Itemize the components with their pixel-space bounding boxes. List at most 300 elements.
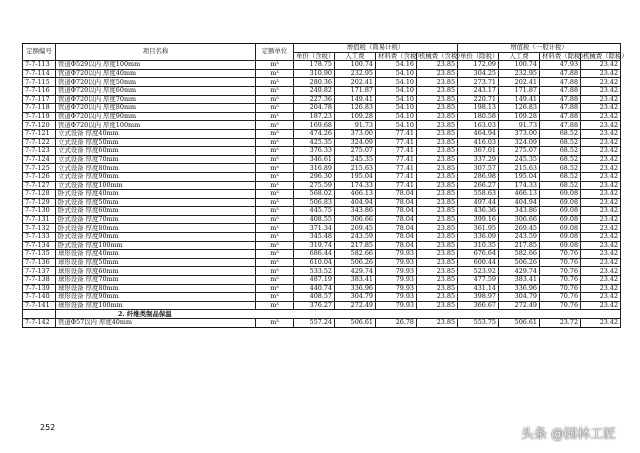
table-cell: m³ [256,147,294,156]
table-cell: 346.61 [294,155,335,164]
table-cell: 47.88 [540,86,581,95]
table-cell: 204.78 [294,104,335,113]
table-cell: 275.59 [294,181,335,190]
table-cell: 431.14 [458,284,499,293]
table-row [23,172,621,181]
table-cell: m³ [256,155,294,164]
table-cell: m³ [256,78,294,87]
table-cell: 立式设备 厚度70mm [56,155,256,164]
table-cell: 77.41 [376,181,417,190]
table-cell: 23.85 [417,224,458,233]
table-cell: 77.41 [376,138,417,147]
table-cell: 立式设备 厚度60mm [56,147,256,156]
table-row [23,155,621,164]
table-row [23,86,621,95]
table-cell: 169.68 [294,121,335,130]
table-cell: 466.13 [335,190,376,199]
table-cell: 275.07 [499,147,540,156]
table-cell: 23.85 [417,284,458,293]
table-row [23,190,621,199]
table-cell: 7-7-130 [23,207,56,216]
table-cell: 78.04 [376,215,417,224]
table-cell: 69.08 [540,215,581,224]
table-cell: 232.95 [499,69,540,78]
table-cell: m³ [256,86,294,95]
table-cell: 79.93 [376,250,417,259]
header-group-simple: 增值税（简易计税） [294,44,458,53]
table-row [23,69,621,78]
table-cell: 70.76 [540,284,581,293]
watermark: 头条 @园林工匠 [520,427,616,442]
table-cell: 70.76 [540,250,581,259]
table-cell: 23.85 [417,267,458,276]
table-cell: 506.61 [499,319,540,328]
table-cell: 610.04 [294,258,335,267]
table-cell: 卧式设备 厚度100mm [56,241,256,250]
table-cell: 187.23 [294,112,335,121]
table-cell: 管道Φ720以内 厚度40mm [56,69,256,78]
table-row [23,301,621,310]
table-cell: 376.27 [294,301,335,310]
table-cell: 23.42 [581,198,621,207]
table-cell: 7-7-121 [23,129,56,138]
table-cell: 79.93 [376,276,417,285]
table-cell: 23.85 [417,207,458,216]
table-cell: 272.49 [499,301,540,310]
table-cell: 272.49 [335,301,376,310]
header-name: 项目名称 [56,44,256,61]
table-cell: 23.85 [417,95,458,104]
table-cell: 7-7-125 [23,164,56,173]
table-cell: 91.73 [499,121,540,130]
table-cell: 69.08 [540,198,581,207]
table-cell: 304.25 [458,69,499,78]
table-cell: 23.42 [581,233,621,242]
table-cell: 304.79 [335,293,376,302]
table-cell: 54.10 [376,112,417,121]
table-cell: 7-7-122 [23,138,56,147]
table-cell: 23.85 [417,276,458,285]
table-cell: 7-7-142 [23,319,56,328]
table-cell: 23.42 [581,155,621,164]
table-cell: 47.88 [540,69,581,78]
table-cell: 23.42 [581,172,621,181]
table-cell: 217.85 [335,241,376,250]
table-cell: 23.42 [581,104,621,113]
table-cell: 398.97 [458,293,499,302]
header-unit-price-excl: 单价（除税） [458,52,499,61]
table-cell: m³ [256,95,294,104]
table-cell: 54.10 [376,78,417,87]
table-cell: 7-7-115 [23,78,56,87]
table-cell: 336.09 [458,233,499,242]
table-cell: 70.76 [540,301,581,310]
table-cell: 68.52 [540,181,581,190]
table-cell: 126.83 [335,104,376,113]
table-cell: 366.67 [458,301,499,310]
table-cell: m³ [256,241,294,250]
header-machine-excl: 机械费（除税） [581,52,621,61]
table-cell: 7-7-118 [23,104,56,113]
table-cell: 477.59 [458,276,499,285]
table-cell: 345.48 [294,233,335,242]
header-machine-incl: 机械费（含税） [417,52,458,61]
table-cell: 408.55 [294,215,335,224]
table-cell: 23.85 [417,147,458,156]
table-cell: 23.42 [581,147,621,156]
table-cell: 7-7-117 [23,95,56,104]
table-cell: 232.95 [335,69,376,78]
table-cell: 7-7-128 [23,190,56,199]
table-cell: 217.85 [499,241,540,250]
table-cell: 582.66 [335,250,376,259]
table-cell: 47.88 [540,121,581,130]
table-cell: 管道Φ720以内 厚度80mm [56,104,256,113]
table-cell: 23.42 [581,95,621,104]
table-cell: 70.76 [540,293,581,302]
table-cell: 416.03 [458,138,499,147]
table-cell: 245.35 [335,155,376,164]
table-cell: 7-7-134 [23,241,56,250]
table-cell: 79.93 [376,293,417,302]
table-row [23,61,621,70]
table-cell: 23.42 [581,276,621,285]
table-cell: 361.95 [458,224,499,233]
table-cell: 243.59 [499,233,540,242]
table-cell: 球形设备 厚度90mm [56,293,256,302]
table-cell: 球形设备 厚度50mm [56,258,256,267]
table-cell: 445.75 [294,207,335,216]
table-cell: 54.16 [376,61,417,70]
table-cell: 23.42 [581,284,621,293]
table-cell: 23.85 [417,198,458,207]
table-cell: 78.04 [376,190,417,199]
table-cell: 273.71 [458,78,499,87]
table-cell: 54.10 [376,86,417,95]
table-cell: 23.42 [581,112,621,121]
table-cell: 78.04 [376,224,417,233]
table-cell: 202.41 [335,78,376,87]
table-cell: 367.01 [458,147,499,156]
table-cell: 171.87 [499,86,540,95]
table-cell: 215.63 [335,164,376,173]
header-code: 定额编号 [23,44,56,61]
table-cell: 436.36 [458,207,499,216]
table-cell: 23.85 [417,129,458,138]
table-cell: 178.75 [294,61,335,70]
table-cell: 立式设备 厚度90mm [56,172,256,181]
table-cell: 23.42 [581,293,621,302]
table-cell: 23.72 [540,319,581,328]
table-cell: 23.85 [417,319,458,328]
table-cell: m³ [256,276,294,285]
table-cell: 管道Φ720以内 厚度90mm [56,112,256,121]
table-cell: 78.04 [376,198,417,207]
table-cell: m³ [256,301,294,310]
table-cell: 23.85 [417,78,458,87]
table-cell: 497.44 [458,198,499,207]
table-cell: 408.57 [294,293,335,302]
header-unit: 定额单位 [256,44,294,61]
table-cell: 79.93 [376,258,417,267]
table-cell: 7-7-119 [23,112,56,121]
table-cell: 69.08 [540,233,581,242]
table-cell: 54.10 [376,95,417,104]
table-cell: 23.42 [581,267,621,276]
table-cell: 23.85 [417,69,458,78]
table-cell: 149.41 [335,95,376,104]
table-cell: 47.88 [540,104,581,113]
table-cell: 286.98 [458,172,499,181]
table-cell: 7-7-114 [23,69,56,78]
table-cell: 324.09 [499,138,540,147]
table-cell: 23.42 [581,301,621,310]
table-cell: 23.42 [581,61,621,70]
table-cell: 174.33 [335,181,376,190]
table-cell: 464.94 [458,129,499,138]
table-cell: m³ [256,198,294,207]
table-cell: 7-7-127 [23,181,56,190]
table-cell: 195.04 [499,172,540,181]
table-cell: 立式设备 厚度80mm [56,164,256,173]
table-cell: 296.30 [294,172,335,181]
table-cell: 立式设备 厚度40mm [56,129,256,138]
table-cell: 7-7-123 [23,147,56,156]
table-cell: 68.52 [540,155,581,164]
rate-table [22,43,628,328]
table-cell: 429.74 [335,267,376,276]
table-row [23,319,621,328]
table-cell: 310.90 [294,69,335,78]
table-cell: 23.85 [417,250,458,259]
table-cell: 54.10 [376,121,417,130]
table-cell: m³ [256,164,294,173]
table-cell: m³ [256,112,294,121]
table-cell: 23.85 [417,155,458,164]
table-row [23,276,621,285]
table-cell: 立式设备 厚度100mm [56,181,256,190]
table-cell: 77.41 [376,147,417,156]
table-cell: 373.00 [499,129,540,138]
table-cell: m³ [256,224,294,233]
table-cell: m³ [256,138,294,147]
table-cell: 70.76 [540,258,581,267]
table-cell: 23.85 [417,190,458,199]
table-cell: 220.71 [458,95,499,104]
table-row [23,233,621,242]
table-cell: m³ [256,233,294,242]
header-unit-price-incl: 单价（含税） [294,52,335,61]
header-labor: 人工费 [335,52,376,61]
table-cell: m³ [256,69,294,78]
table-cell: 319.74 [294,241,335,250]
table-cell: m³ [256,104,294,113]
table-cell: 69.08 [540,207,581,216]
table-cell: 306.66 [499,215,540,224]
table-cell: 487.19 [294,276,335,285]
table-cell: 管道Φ57以内 厚度40mm [56,319,256,328]
table-cell: 343.86 [499,207,540,216]
table-cell: m³ [256,258,294,267]
table-cell: 69.08 [540,224,581,233]
table-cell: 266.27 [458,181,499,190]
table-cell: 78.04 [376,233,417,242]
table-cell: 171.87 [335,86,376,95]
table-cell: 307.57 [458,164,499,173]
table-cell: 23.42 [581,121,621,130]
table-cell: 172.09 [458,61,499,70]
table-cell: 7-7-135 [23,250,56,259]
table-cell: 管道Φ720以内 厚度50mm [56,78,256,87]
table-cell: 180.58 [458,112,499,121]
table-cell: 195.04 [335,172,376,181]
table-cell: 243.17 [458,86,499,95]
table-cell: 68.52 [540,129,581,138]
header-group-general: 增值税（一般计税） [458,44,621,53]
table-cell: 69.08 [540,241,581,250]
table-cell: 23.85 [417,121,458,130]
table-cell: 23.85 [417,181,458,190]
table-cell: 383.41 [335,276,376,285]
table-cell: 425.35 [294,138,335,147]
table-cell: 558.63 [458,190,499,199]
table-cell: 26.78 [376,319,417,328]
table-cell: 79.93 [376,284,417,293]
table-cell: 91.73 [335,121,376,130]
table-cell: 568.02 [294,190,335,199]
table-cell: 68.52 [540,147,581,156]
table-cell: m³ [256,215,294,224]
table-row [23,215,621,224]
table-cell: 600.44 [458,258,499,267]
table-cell: 109.28 [499,112,540,121]
table-cell: 376.33 [294,147,335,156]
table-cell: 23.85 [417,241,458,250]
table-cell: m³ [256,121,294,130]
table-cell: 243.59 [335,233,376,242]
table-cell: 269.45 [499,224,540,233]
table-cell: 383.41 [499,276,540,285]
table-cell: 7-7-116 [23,86,56,95]
table-cell: 23.42 [581,138,621,147]
table-cell: 324.09 [335,138,376,147]
table-cell: 69.08 [540,190,581,199]
table-cell: 卧式设备 厚度70mm [56,215,256,224]
table-cell: m³ [256,284,294,293]
table-cell: 506.26 [335,258,376,267]
table-body [23,61,621,327]
section-title: 2. 纤维类制品保温 [56,310,621,319]
table-cell: 109.28 [335,112,376,121]
table-cell: 275.07 [335,147,376,156]
table-cell: m³ [256,293,294,302]
table-cell: 7-7-137 [23,267,56,276]
table-cell: m³ [256,319,294,328]
table-cell: 373.00 [335,129,376,138]
table-cell: 198.13 [458,104,499,113]
table-cell: 304.79 [499,293,540,302]
table-cell: 23.42 [581,164,621,173]
table-cell: 306.66 [335,215,376,224]
table-cell: 149.41 [499,95,540,104]
table-cell: 23.85 [417,138,458,147]
table-cell: 557.24 [294,319,335,328]
table-cell: 337.29 [458,155,499,164]
table-cell: 7-7-138 [23,276,56,285]
table-cell: 70.76 [540,276,581,285]
table-cell: 23.42 [581,207,621,216]
table-cell: 54.10 [376,104,417,113]
table-cell: 23.42 [581,250,621,259]
table-cell: 23.42 [581,69,621,78]
header-material-excl: 材料费（除税） [540,52,581,61]
table-cell: 7-7-140 [23,293,56,302]
table-cell: 280.36 [294,78,335,87]
table-cell: 23.42 [581,78,621,87]
table-cell: 管道Φ720以内 厚度60mm [56,86,256,95]
table-cell: 23.85 [417,164,458,173]
table-cell: 404.94 [335,198,376,207]
table-cell: 球形设备 厚度70mm [56,276,256,285]
table-cell: 77.41 [376,172,417,181]
table-cell: m³ [256,181,294,190]
table-cell: 23.42 [581,241,621,250]
table-cell: 506.83 [294,198,335,207]
table-cell: 管道Φ720以内 厚度70mm [56,95,256,104]
table-cell: 23.42 [581,258,621,267]
table-cell: 7-7-129 [23,198,56,207]
table-cell: 466.13 [499,190,540,199]
table-cell: 47.88 [540,112,581,121]
table-cell: 68.52 [540,164,581,173]
table-cell: 77.41 [376,164,417,173]
table-cell: m³ [256,172,294,181]
table-cell: 47.88 [540,95,581,104]
table-cell: 球形设备 厚度100mm [56,301,256,310]
table-cell: 126.83 [499,104,540,113]
table-cell: 174.33 [499,181,540,190]
table-cell: 676.64 [458,250,499,259]
table-cell: 523.92 [458,267,499,276]
table-cell: 23.85 [417,233,458,242]
table-cell: 23.85 [417,112,458,121]
table-row [23,129,621,138]
table-cell: 23.85 [417,215,458,224]
table-cell: m³ [256,207,294,216]
table-cell: 474.26 [294,129,335,138]
table-cell: 卧式设备 厚度40mm [56,190,256,199]
table-cell: 202.41 [499,78,540,87]
table-cell: 7-7-124 [23,155,56,164]
table-cell: 343.86 [335,207,376,216]
table-cell: 23.42 [581,129,621,138]
table-cell: 506.61 [335,319,376,328]
table-cell: 582.66 [499,250,540,259]
table-cell: 533.52 [294,267,335,276]
table-cell: 23.42 [581,190,621,199]
table-cell: 100.74 [335,61,376,70]
table-cell: 23.85 [417,172,458,181]
table-cell: 399.16 [458,215,499,224]
table-cell: 卧式设备 厚度60mm [56,207,256,216]
table-cell: 316.89 [294,164,335,173]
table-cell: 68.52 [540,138,581,147]
table-cell: 7-7-132 [23,224,56,233]
table-row [23,104,621,113]
table-cell: 23.42 [581,319,621,328]
table-cell: 336.96 [499,284,540,293]
table-cell: 立式设备 厚度50mm [56,138,256,147]
